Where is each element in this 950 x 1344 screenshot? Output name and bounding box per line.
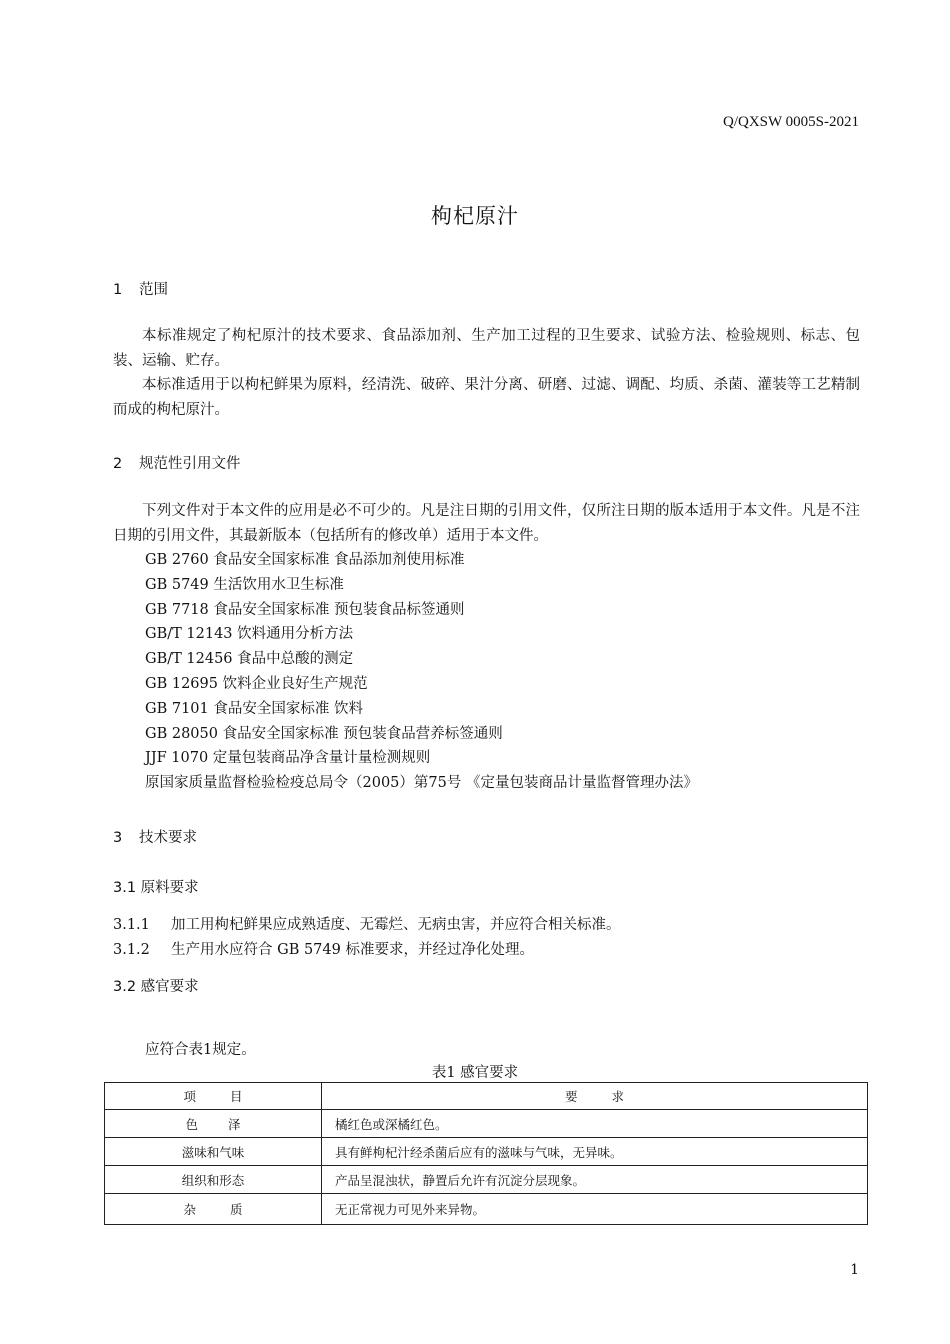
table-caption: 表1 感官要求 <box>431 1065 519 1081</box>
table-reference-text: 应符合表1规定。 <box>145 1042 256 1058</box>
reference-item: GB 2760 食品安全国家标准 食品添加剂使用标准 <box>145 552 465 568</box>
table-header-cell: 要求 <box>322 1083 868 1110</box>
table-row <box>105 1110 868 1138</box>
clause-number: 3.1.1 <box>113 917 150 933</box>
section-2-intro: 下列文件对于本文件的应用是必不可少的。凡是注日期的引用文件，仅所注日期的版本适用于本文件。凡是不注日期的引用文件，其最新版本（包括所有的修改单）适用于本文件。 <box>113 503 860 544</box>
section-2-number: 2 <box>113 456 123 472</box>
reference-item: GB 7101 食品安全国家标准 饮料 <box>145 700 363 717</box>
section-1-paragraph: 本标准规定了枸杞原汁的技术要求、食品添加剂、生产加工过程的卫生要求、试验方法、检验规则、标志、包装、运输、贮存。 <box>113 328 860 369</box>
section-2-heading <box>113 452 241 473</box>
standard-code: Q/QXSW 0005S-2021 <box>723 114 859 130</box>
table-row <box>105 1194 868 1225</box>
table-cell-item: 组织和形态 <box>105 1166 322 1194</box>
section-3-title: 技术要求 <box>139 830 197 846</box>
table-header-row <box>105 1083 868 1110</box>
table-row <box>105 1138 868 1166</box>
table-header-cell: 项目 <box>105 1083 322 1110</box>
section-3-heading <box>113 826 197 847</box>
reference-item: GB/T 12456 食品中总酸的测定 <box>145 651 354 668</box>
reference-item: GB 7718 食品安全国家标准 预包装食品标签通则 <box>145 601 465 618</box>
subsection-3-2-heading: 3.2 感官要求 <box>113 979 199 995</box>
page-number: 1 <box>850 1262 859 1278</box>
reference-item: 原国家质量监督检验检疫总局令（2005）第75号 《定量包装商品计量监督管理办法》 <box>145 775 698 792</box>
table-cell-requirement: 具有鲜枸杞汁经杀菌后应有的滋味与气味，无异味。 <box>322 1138 868 1166</box>
section-1-title: 范围 <box>139 282 168 298</box>
table-cell-item: 杂质 <box>105 1194 322 1225</box>
reference-list <box>145 548 698 796</box>
sensory-requirements-table <box>104 1082 868 1225</box>
table-cell-item: 滋味和气味 <box>105 1138 322 1166</box>
section-1-paragraph: 本标准适用于以枸杞鲜果为原料，经清洗、破碎、果汁分离、研磨、过滤、调配、均质、杀菌、灌装等工艺精制而成的枸杞原汁。 <box>113 377 860 418</box>
clause-text: 生产用水应符合 GB 5749 标准要求，并经过净化处理。 <box>171 942 534 958</box>
table-cell-requirement: 橘红色或深橘红色。 <box>322 1110 868 1138</box>
table-row <box>105 1166 868 1194</box>
clause-3-1-2 <box>113 938 534 959</box>
clause-text: 加工用枸杞鲜果应成熟适度、无霉烂、无病虫害，并应符合相关标准。 <box>171 917 621 933</box>
document-title: 枸杞原汁 <box>431 204 519 228</box>
reference-item: GB 12695 饮料企业良好生产规范 <box>145 675 368 692</box>
subsection-3-1-heading: 3.1 原料要求 <box>113 880 199 896</box>
clause-number: 3.1.2 <box>113 942 150 958</box>
clause-3-1-1 <box>113 913 621 934</box>
section-1-heading <box>113 278 168 299</box>
section-3-number: 3 <box>113 830 123 846</box>
table-cell-item: 色泽 <box>105 1110 322 1138</box>
section-1-number: 1 <box>113 282 123 298</box>
reference-item: JJF 1070 定量包装商品净含量计量检测规则 <box>145 750 431 767</box>
section-2-title: 规范性引用文件 <box>139 456 241 472</box>
reference-item: GB 5749 生活饮用水卫生标准 <box>145 576 344 593</box>
reference-item: GB/T 12143 饮料通用分析方法 <box>145 626 354 643</box>
table-cell-requirement: 无正常视力可见外来异物。 <box>322 1194 868 1225</box>
reference-item: GB 28050 食品安全国家标准 预包装食品营养标签通则 <box>145 725 503 742</box>
table-cell-requirement: 产品呈混浊状，静置后允许有沉淀分层现象。 <box>322 1166 868 1194</box>
